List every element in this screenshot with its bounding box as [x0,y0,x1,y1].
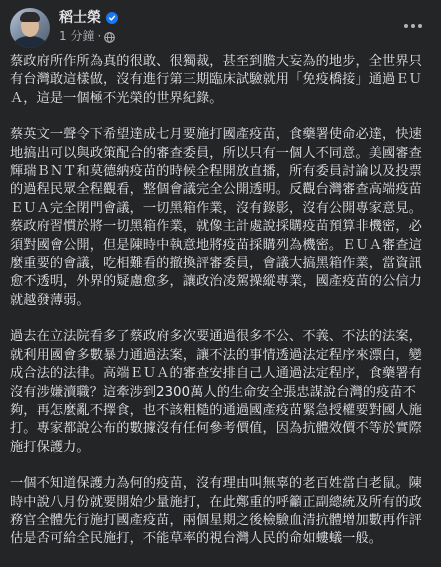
post-paragraph-3: 過去在立法院看多了蔡政府多次要通過很多不公、不義、不法的法案，就利用國會多數暴力通過法案，讓不法的事情透過法定程序來漂白，變成合法的法律。高端ＥＵＡ的審查安排自己人通過法定程序，食藥署有沒有涉嫌瀆職？這牽涉到2300萬人的生命安全張忠謀說台灣的疫苗不夠，再怎麼亂不擇食，也不該粗糙的通過國產疫苗緊急授權要對國人施打。專家都說公布的數據沒有任何參考價值，因為抗體效價不等於實際施打保護力。 [10,329,422,455]
author-row [59,9,118,27]
more-dot-icon [418,24,422,28]
more-options-button[interactable] [399,12,427,40]
post-time[interactable]: 1 分鐘 [59,29,95,43]
more-dot-icon [411,24,415,28]
post-paragraph-4: 一個不知道保護力為何的疫苗，沒有理由叫無辜的老百姓當白老鼠。陳時中說八月份就要開始少量施打，在此鄭重的呼籲正副總統及所有的政務官全體先行施打國產疫苗，兩個星期之後檢驗血清抗體增加數再作評估是否可給全民施打，不能草率的視台灣人民的命如螻蟻一般。 [10,476,422,547]
verified-badge-icon [106,12,118,24]
post-paragraph-2: 蔡英文一聲令下希望達成七月要施打國產疫苗，食藥署使命必達，快速地搞出可以與政策配合的審查委員，所以只有一個人不同意。美國審查輝瑞ＢＮＴ和莫德納疫苗的時候全程開放直播，所有委員討論以及投票的過程民眾全程觀看，整個會議完全公開透明。反觀台灣審查高端疫苗ＥＵＡ完全閉門會議，一切黑箱作業，沒有錄影，沒有公開專家意見。蔡政府習慣於將一切黑箱作業，就像主計處說採購疫苗預算非機密，必須對國會公開，但是陳時中執意地將疫苗採購列為機密。ＥＵＡ審查這麼重要的會議，吃相難看的撤換評審委員，會議大搞黑箱作業，當資訊愈不透明，外界的疑慮愈多，讓政治凌駕操縱專業，國產疫苗的公信力就越發薄弱。 [10,127,422,308]
author-name[interactable]: 稻士榮 [59,10,101,26]
globe-icon[interactable] [104,31,115,42]
post-header [10,8,431,48]
avatar-body [13,36,47,48]
post-paragraph-1: 蔡政府所作所為真的很敢、很獨裁，甚至到膽大妄為的地步，全世界只有台灣敢這樣做，沒有進行第三期臨床試驗就用「免疫橋接」通過ＥＵＡ，這是一個極不光榮的世界紀錄。 [10,54,422,106]
post-body [10,53,432,567]
post-meta [59,28,115,44]
avatar-hair [20,12,40,22]
more-dot-icon [404,24,408,28]
author-avatar[interactable] [10,8,50,48]
meta-separator: · [97,29,102,43]
